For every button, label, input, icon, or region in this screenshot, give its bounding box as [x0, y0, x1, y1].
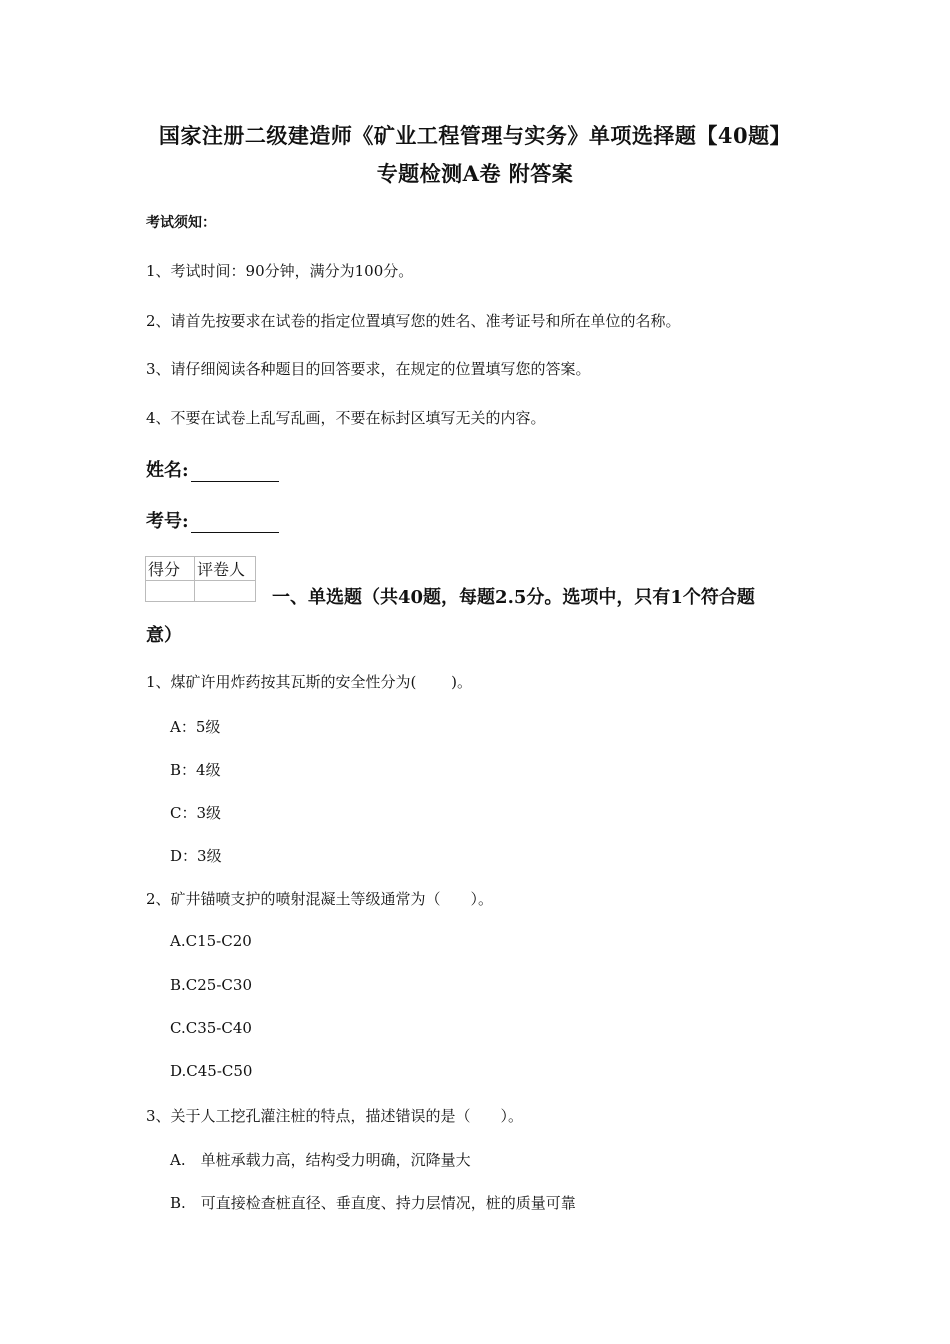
question-stem: 2、矿井锚喷支护的喷射混凝土等级通常为（ ）。	[146, 890, 494, 908]
score-header: 得分	[146, 557, 195, 581]
name-field[interactable]	[146, 456, 279, 482]
page-title-line1: 国家注册二级建造师《矿业工程管理与实务》单项选择题【40题】	[158, 123, 792, 148]
option: C.C35-C40	[170, 1019, 252, 1037]
option: A：5级	[170, 718, 221, 736]
section-heading-line1: 一、单选题（共40题，每题2.5分。选项中，只有1个符合题	[272, 587, 755, 608]
option: A.C15-C20	[170, 932, 252, 950]
notice-item: 2、请首先按要求在试卷的指定位置填写您的姓名、准考证号和所在单位的名称。	[146, 312, 681, 330]
notice-item: 3、请仔细阅读各种题目的回答要求，在规定的位置填写您的答案。	[146, 360, 591, 378]
question-stem: 3、关于人工挖孔灌注桩的特点，描述错误的是（ ）。	[146, 1107, 524, 1125]
page-title-line2: 专题检测A卷 附答案	[376, 161, 574, 186]
exam-number-field[interactable]	[146, 507, 279, 533]
grader-header: 评卷人	[195, 557, 256, 581]
option: C：3级	[170, 804, 222, 822]
option: D.C45-C50	[170, 1062, 253, 1080]
option: B：4级	[170, 761, 221, 779]
option: D：3级	[170, 847, 222, 865]
option: B. 可直接检查桩直径、垂直度、持力层情况，桩的质量可靠	[170, 1194, 576, 1212]
section-heading-line2: 意）	[146, 625, 182, 646]
exam-number-blank[interactable]	[191, 514, 279, 533]
name-blank[interactable]	[191, 463, 279, 482]
option: B.C25-C30	[170, 976, 252, 994]
score-cell[interactable]	[146, 581, 195, 602]
notice-item: 4、不要在试卷上乱写乱画，不要在标封区填写无关的内容。	[146, 409, 546, 427]
notice-heading: 考试须知：	[146, 215, 216, 231]
option: A. 单桩承载力高，结构受力明确，沉降量大	[170, 1151, 471, 1169]
grader-cell[interactable]	[195, 581, 256, 602]
exam-number-label: 考号:	[146, 511, 189, 532]
score-table	[145, 556, 256, 602]
name-label: 姓名:	[146, 460, 189, 481]
notice-item: 1、考试时间：90分钟，满分为100分。	[146, 262, 414, 280]
question-stem: 1、煤矿许用炸药按其瓦斯的安全性分为( )。	[146, 673, 473, 691]
